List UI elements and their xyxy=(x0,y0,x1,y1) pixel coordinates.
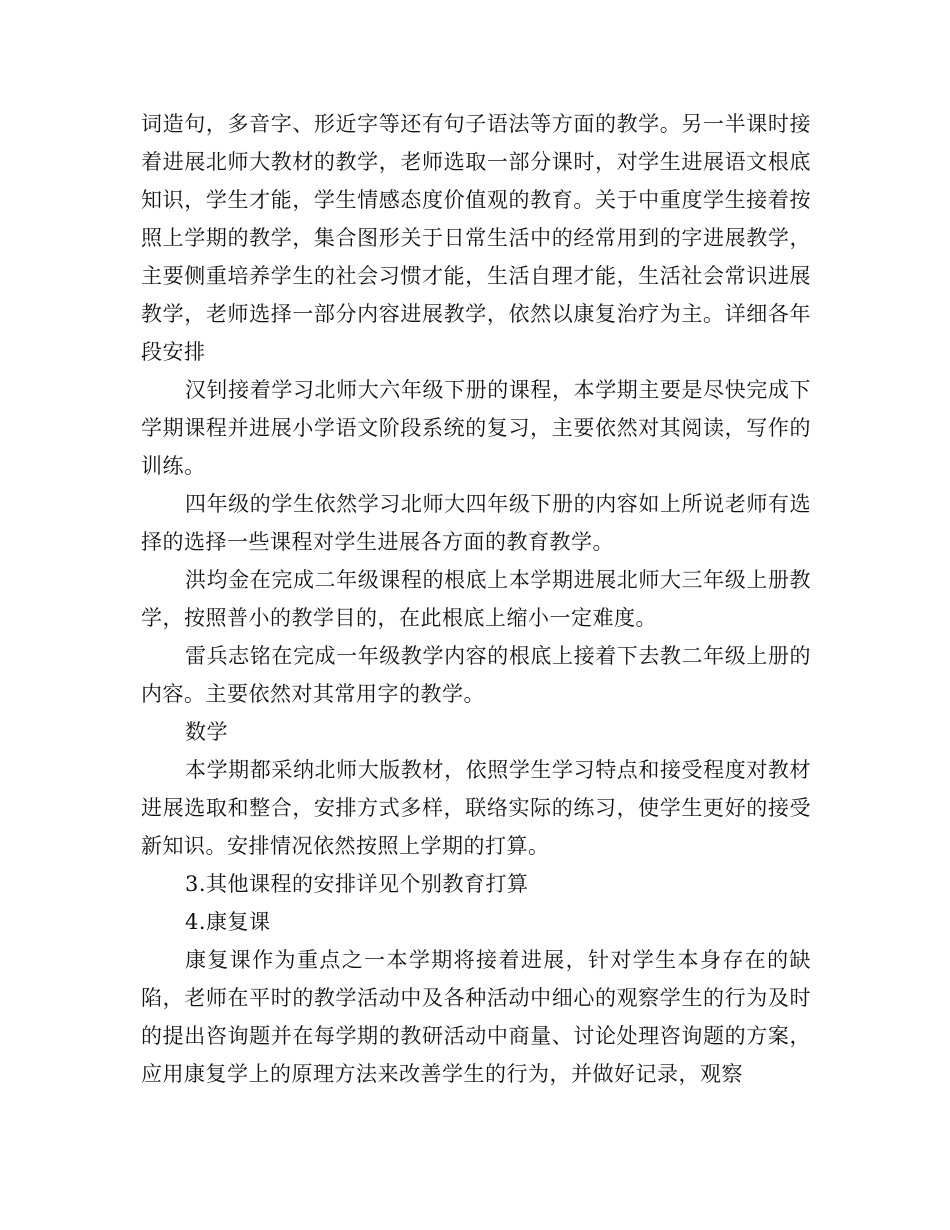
document-page xyxy=(141,105,811,1093)
paragraph-chinese-teaching-plan: 词造句，多音字、形近字等还有句子语法等方面的教学。另一半课时接着进展北师大教材的教学，老师选取一部分课时，对学生进展语文根底知识，学生才能，学生情感态度价值观的教育。关于中重度学生接着按照上学期的教学，集合图形关于日常生活中的经常用到的字进展教学，主要侧重培养学生的社会习惯才能，生活自理才能，生活社会常识进展教学，老师选择一部分内容进展教学，依然以康复治疗为主。详细各年段安排 xyxy=(141,112,811,364)
paragraph-hongjunjin: 洪均金在完成二年级课程的根底上本学期进展北师大三年级上册教学，按照普小的教学目的，在此根底上缩小一定难度。 xyxy=(141,568,811,630)
paragraph-leibing-zhiming: 雷兵志铭在完成一年级教学内容的根底上接着下去教二年级上册的内容。主要依然对其常用字的教学。 xyxy=(141,644,811,706)
paragraph-hanzhao: 汉钊接着学习北师大六年级下册的课程，本学期主要是尽快完成下学期课程并进展小学语文阶段系统的复习，主要依然对其阅读，写作的训练。 xyxy=(141,378,811,478)
heading-rehab-course: 4.康复课 xyxy=(185,910,271,934)
paragraph-grade-four: 四年级的学生依然学习北师大四年级下册的内容如上所说老师有选择的选择一些课程对学生进展各方面的教育教学。 xyxy=(141,492,811,554)
heading-math: 数学 xyxy=(185,720,228,744)
heading-other-courses: 3.其他课程的安排详见个别教育打算 xyxy=(185,872,529,896)
paragraph-rehab-plan: 康复课作为重点之一本学期将接着进展，针对学生本身存在的缺陷，老师在平时的教学活动中及各种活动中细心的观察学生的行为及时的提出咨询题并在每学期的教研活动中商量、讨论处理咨询题的方案，应用康复学上的原理方法来改善学生的行为，并做好记录，观察 xyxy=(141,948,811,1086)
paragraph-math-plan: 本学期都采纳北师大版教材，依照学生学习特点和接受程度对教材进展选取和整合，安排方式多样，联络实际的练习，使学生更好的接受新知识。安排情况依然按照上学期的打算。 xyxy=(141,758,811,858)
